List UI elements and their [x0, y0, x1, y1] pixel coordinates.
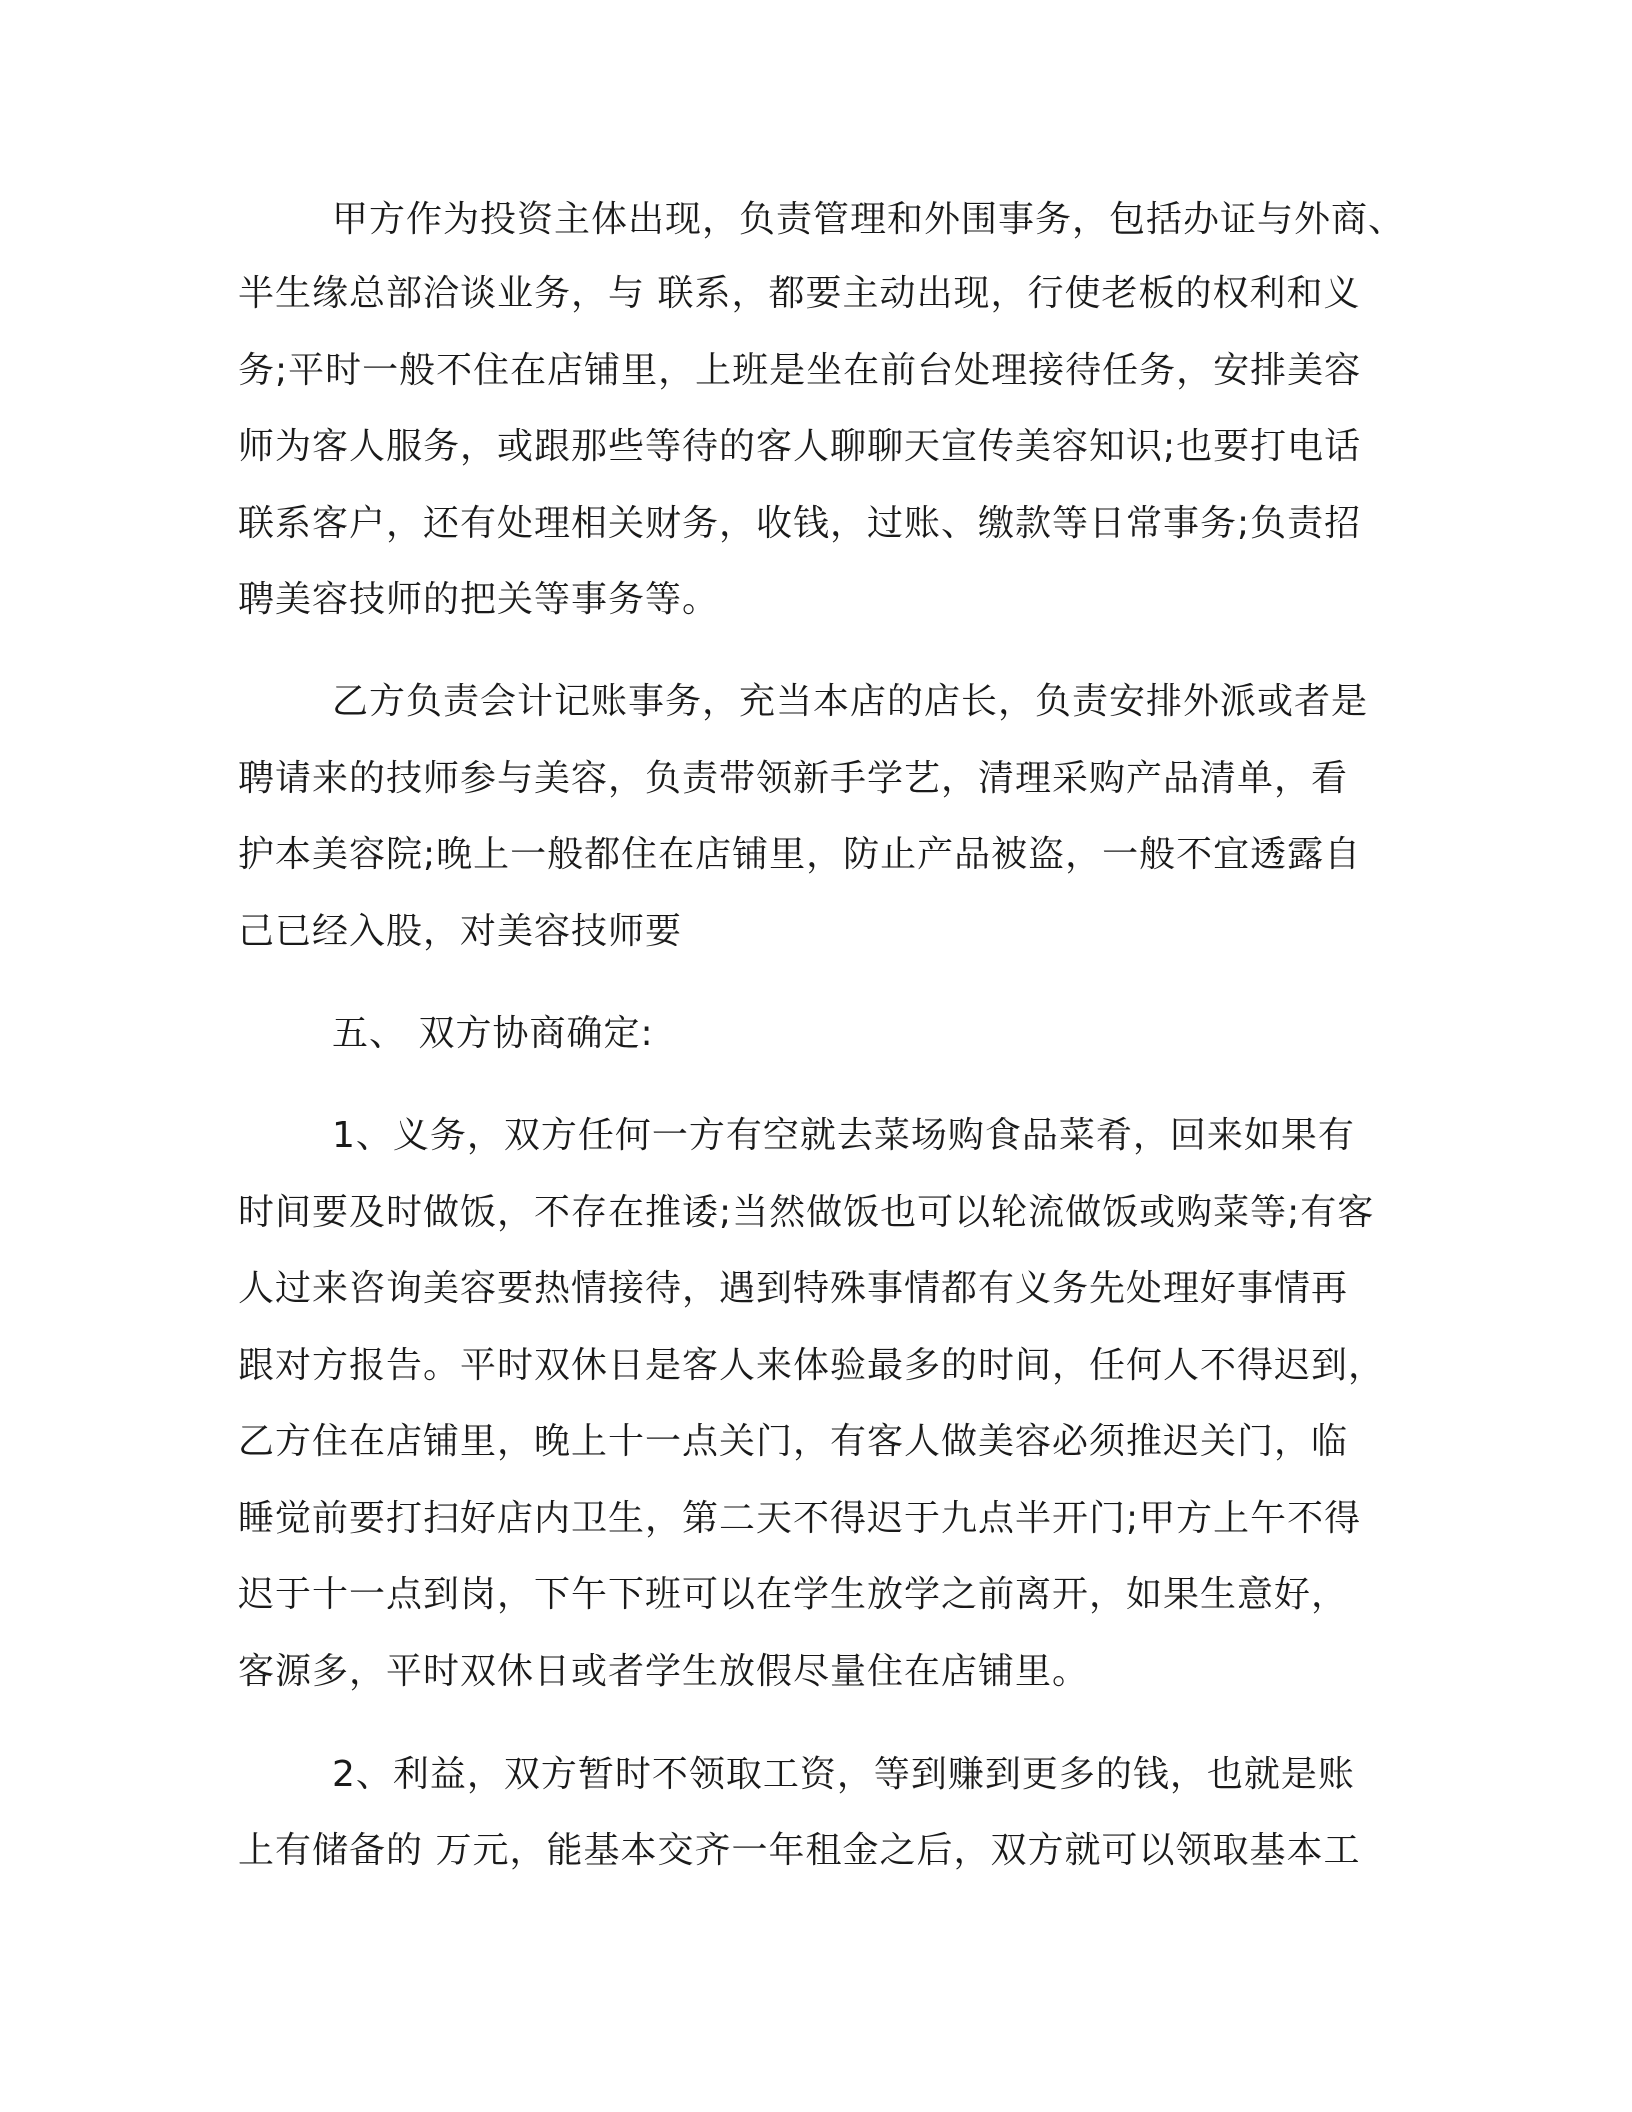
text-line: 务;平时一般不住在店铺里，上班是坐在前台处理接待任务，安排美容: [238, 350, 1362, 391]
text-line: 聘请来的技师参与美容，负责带领新手学艺，清理采购产品清单，看: [238, 758, 1349, 799]
text-line: 己已经入股，对美容技师要: [238, 911, 683, 952]
text-line: 师为客人服务，或跟那些等待的客人聊聊天宣传美容知识;也要打电话: [238, 426, 1362, 467]
text-line: 乙方住在店铺里，晚上十一点关门，有客人做美容必须推迟关门，临: [238, 1421, 1349, 1462]
text-line: 联系客户，还有处理相关财务，收钱，过账、缴款等日常事务;负责招: [238, 503, 1362, 544]
text-line: 甲方作为投资主体出现，负责管理和外围事务，包括办证与外商、: [332, 199, 1406, 240]
text-line: 睡觉前要打扫好店内卫生，第二天不得迟于九点半开门;甲方上午不得: [238, 1498, 1362, 1539]
text-line: 护本美容院;晚上一般都住在店铺里，防止产品被盗，一般不宜透露自: [238, 834, 1362, 875]
text-line: 客源多，平时双休日或者学生放假尽量住在店铺里。: [238, 1651, 1090, 1692]
text-line: 半生缘总部洽谈业务，与 联系，都要主动出现，行使老板的权利和义: [238, 273, 1361, 314]
text-line: 聘美容技师的把关等事务等。: [238, 579, 720, 620]
text-line: 人过来咨询美容要热情接待，遇到特殊事情都有义务先处理好事情再: [238, 1268, 1349, 1309]
text-line: 上有储备的 万元，能基本交齐一年租金之后，双方就可以领取基本工: [238, 1830, 1361, 1871]
text-line: 跟对方报告。平时双休日是客人来体验最多的时间，任何人不得迟到，: [238, 1345, 1386, 1386]
text-line: 时间要及时做饭，不存在推诿;当然做饭也可以轮流做饭或购菜等;有客: [238, 1192, 1375, 1233]
section-heading: 五、 双方协商确定:: [332, 1013, 654, 1054]
text-line: 1、义务，双方任何一方有空就去菜场购食品菜肴，回来如果有: [332, 1115, 1355, 1156]
text-line: 迟于十一点到岗，下午下班可以在学生放学之前离开，如果生意好，: [238, 1574, 1349, 1615]
text-line: 乙方负责会计记账事务，充当本店的店长，负责安排外派或者是: [332, 681, 1369, 722]
text-line: 2、利益，双方暂时不领取工资，等到赚到更多的钱，也就是账: [332, 1754, 1355, 1795]
